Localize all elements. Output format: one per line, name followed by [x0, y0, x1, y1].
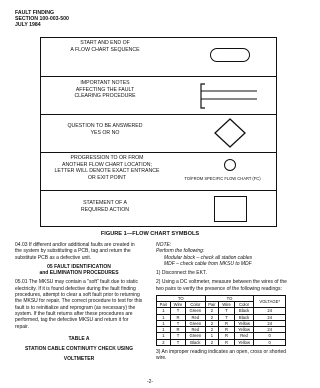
figure-divider — [41, 152, 276, 153]
table-header: Color — [234, 302, 254, 308]
table-cell: T — [219, 308, 234, 314]
table-cell: R — [170, 314, 185, 320]
decision-description: QUESTION TO BE ANSWERED YES OR NO — [67, 123, 143, 136]
table-cell: 1 — [157, 314, 171, 320]
figure-divider — [41, 76, 276, 77]
table-header: Pair — [205, 302, 219, 308]
table-cell: Black — [234, 308, 254, 314]
note-line: Perform the following: — [156, 248, 205, 255]
header-title: FAULT FINDING — [15, 10, 55, 16]
table-cell: Black — [234, 314, 254, 320]
table-cell: 2 — [205, 339, 219, 345]
table-cell: T — [170, 333, 185, 339]
table-cell: 24 — [254, 314, 286, 320]
table-cell: 0 — [254, 333, 286, 339]
table-cell: 2 — [205, 308, 219, 314]
symbol-description — [45, 200, 165, 213]
section-heading: 05 FAULT IDENTIFICATION — [47, 263, 111, 270]
terminator-description: START AND END OF A FLOW CHART SEQUENCE — [70, 40, 140, 53]
table-cell: 2 — [157, 339, 171, 345]
table-cell: 1 — [157, 308, 171, 314]
note-description: IMPORTANT NOTES AFFECTING THE FAULT CLEARING PROCEDURE — [74, 80, 136, 100]
table-cell: Green — [186, 308, 205, 314]
table-group-header: VOLTAGE* — [254, 296, 286, 308]
table-cell: 1 — [157, 320, 171, 326]
section-heading: and ELIMINATION PROCEDURES — [39, 270, 119, 277]
note-line: MDF – check cable from MKSU to MDF — [164, 260, 252, 267]
table-cell: R — [219, 327, 234, 333]
continuity-table — [156, 295, 286, 346]
table-cell: Red — [186, 314, 205, 320]
table-cell: Yellow — [234, 320, 254, 326]
table-cell: 1 — [157, 333, 171, 339]
note-line: Modular block – check all station cables — [164, 254, 253, 261]
figure-caption: FIGURE 1—FLOW CHART SYMBOLS — [100, 231, 200, 237]
table-cell: 2 — [205, 327, 219, 333]
table-cell: Yellow — [234, 327, 254, 333]
table-cell: Red — [186, 327, 205, 333]
step-2: 2) Using a DC voltmeter, measure between the wires of the two pairs to verify the presence of the following readings: — [156, 279, 287, 292]
table-cell: 24 — [254, 327, 286, 333]
step-1: 1) Disconnect the EKT. — [156, 270, 207, 277]
connector-symbol — [224, 159, 236, 171]
table-label: TABLE A — [68, 335, 90, 342]
step-3: 3) An improper reading indicates an open, cross or shorted wire. — [156, 348, 287, 361]
decision-symbol — [213, 117, 247, 149]
table-cell: 2 — [205, 320, 219, 326]
process-symbol — [214, 196, 247, 222]
table-cell: Green — [186, 320, 205, 326]
table-cell: 24 — [254, 320, 286, 326]
left-column — [15, 242, 143, 363]
table-header: Color — [186, 302, 205, 308]
right-column — [156, 242, 288, 364]
table-cell: 2 — [205, 314, 219, 320]
note-symbol — [199, 82, 261, 110]
process-description: STATEMENT OF A REQUIRED ACTION — [80, 200, 130, 213]
header-date: JULY 1984 — [15, 22, 41, 29]
symbol-description — [45, 123, 165, 136]
terminator-symbol — [210, 48, 250, 62]
table-title: STATION CABLE CONTINUITY CHECK USING — [24, 346, 134, 353]
table-cell: 1 — [157, 327, 171, 333]
table-row — [157, 339, 286, 345]
table-cell: T — [170, 308, 185, 314]
table-title: VOLTMETER — [63, 356, 95, 363]
symbol-description — [43, 155, 171, 181]
table-cell: R — [170, 327, 185, 333]
table-cell: T — [219, 314, 234, 320]
table-cell: R — [219, 339, 234, 345]
figure-divider — [41, 190, 276, 191]
table-cell: 0 — [254, 339, 286, 345]
table-header: Wire — [170, 302, 185, 308]
page-number: -2- — [146, 379, 154, 385]
document-header — [15, 10, 69, 29]
table-body — [157, 308, 286, 345]
table-header: Pair — [157, 302, 171, 308]
table-cell: Black — [186, 339, 205, 345]
symbol-description — [45, 40, 165, 53]
table-cell: Green — [186, 333, 205, 339]
connector-symbol-label: TO/FROM SPECIFIC FLOW CHART (FC) — [184, 176, 261, 181]
table-group-header: TO — [157, 296, 206, 302]
table-cell: R — [219, 320, 234, 326]
note-label: NOTE: — [156, 242, 172, 248]
table-cell: 24 — [254, 308, 286, 314]
table-header: Wire — [219, 302, 234, 308]
table-cell: R — [219, 333, 234, 339]
connector-description: PROGRESSION TO OR FROM ANOTHER FLOW CHART LOCATION; LETTER WILL DENOTE EXACT ENTRANCE OR EXIT POINT — [54, 155, 160, 181]
paragraph-04-03: 04.03 If different and/or additional faults are created in the system by substituting a PCB, tag and return the substitute PCB as a defective unit. — [15, 242, 135, 261]
paragraph-05-01: 05.01 The MKSU may contain a "soft" fault due to static electricity. If it is found defective during the fault finding procedures, attempt to clear a soft fault prior to returning the MKSU for repair. The correct procedure to test for this fault is to reinitialize and reprogram (as necessary) the system. If the fault returns after these procedures are performed, tag the defective MKSU and return it for repair. — [15, 279, 143, 330]
table-cell: Red — [234, 333, 254, 339]
symbol-description — [45, 80, 165, 100]
table-cell: T — [170, 339, 185, 345]
table-cell: 1 — [205, 333, 219, 339]
figure-divider — [41, 114, 276, 115]
header-section: SECTION 100-003-500 — [15, 16, 69, 23]
table-group-header: TO — [205, 296, 254, 302]
table-cell: T — [170, 320, 185, 326]
table-cell: Yellow — [234, 339, 254, 345]
flow-chart-symbols-figure — [40, 37, 277, 227]
